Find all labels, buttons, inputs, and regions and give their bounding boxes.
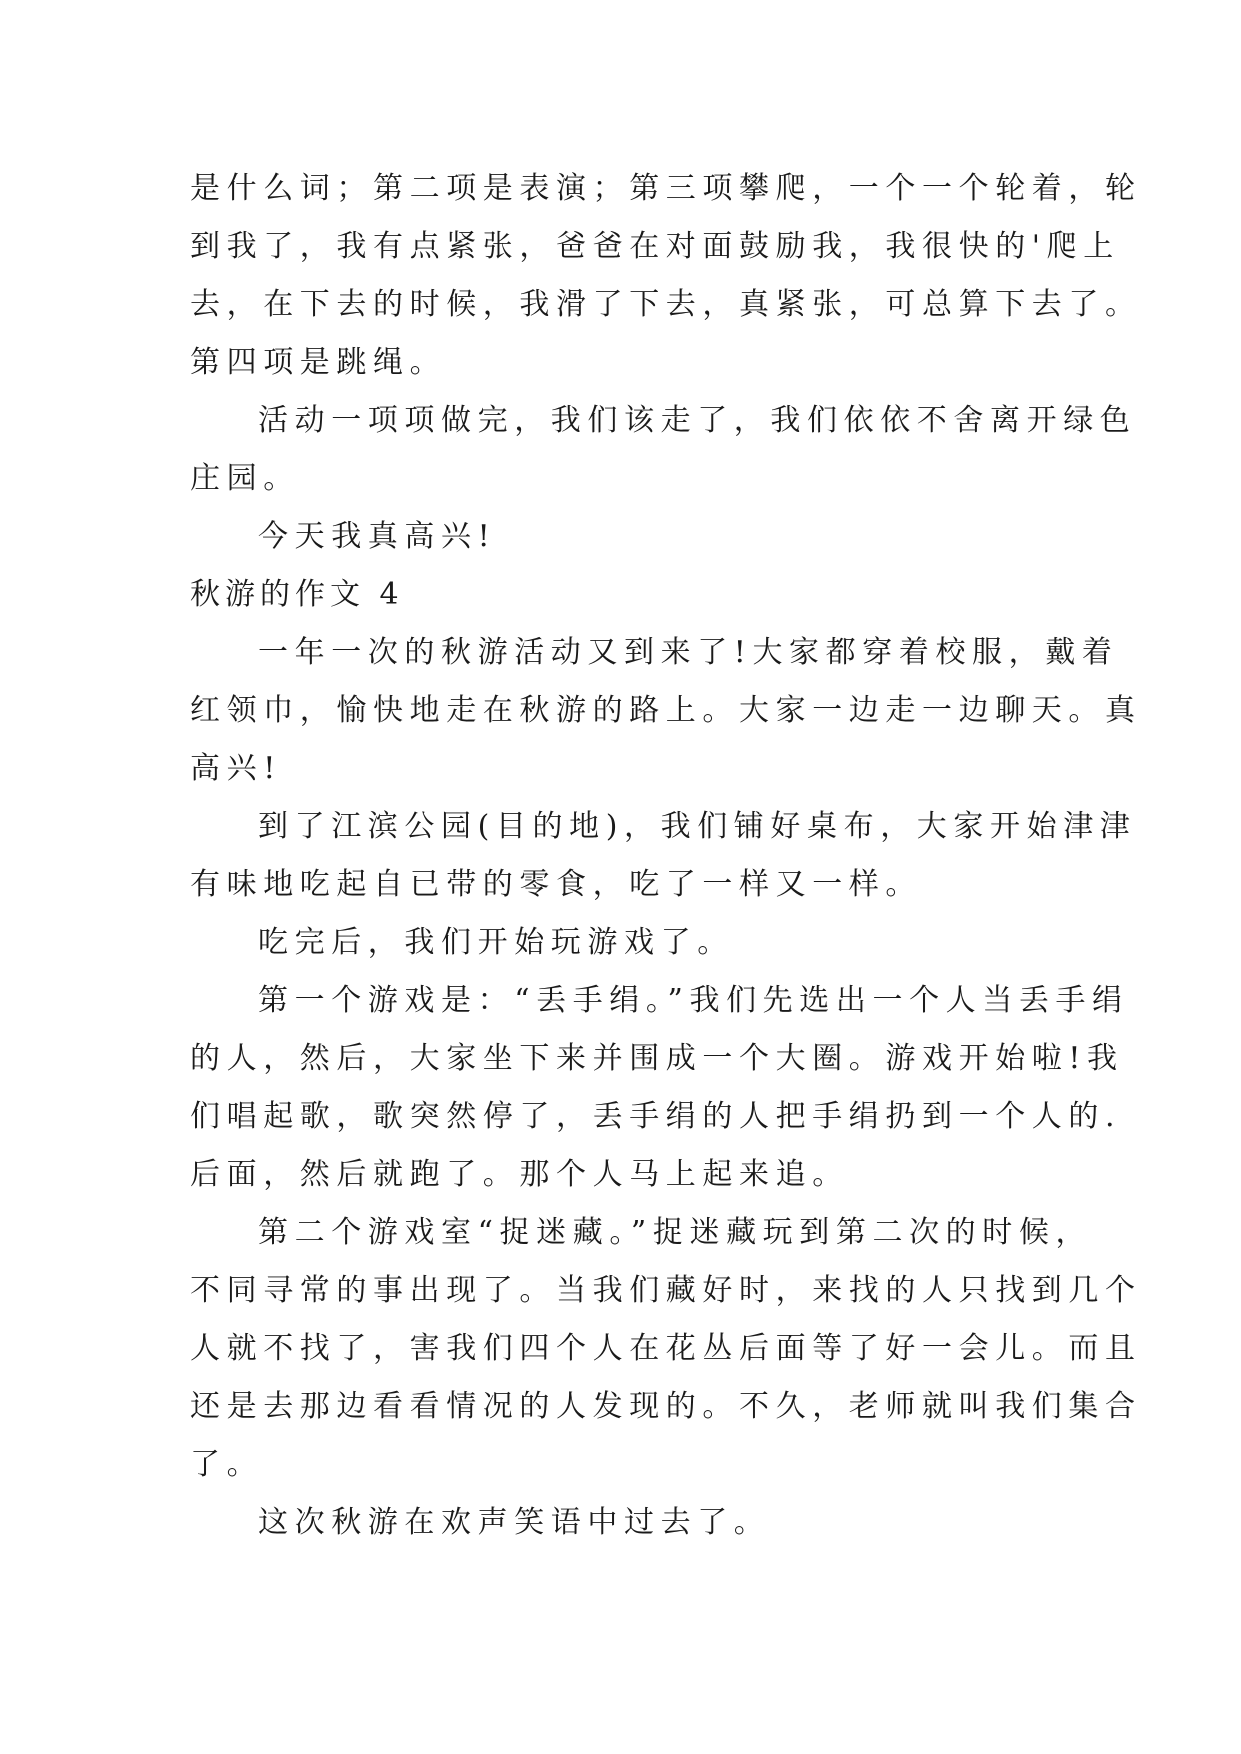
- text-line: 到我了，我有点紧张，爸爸在对面鼓励我，我很快的'爬上: [190, 229, 1120, 264]
- text-line: 后面，然后就跑了。那个人马上起来追。: [190, 1157, 849, 1192]
- text-line: 高兴!: [190, 751, 282, 786]
- paragraph-first-line: 到了江滨公园(目的地)，我们铺好桌布，大家开始津津: [258, 809, 1137, 844]
- text-line: 们唱起歌，歌突然停了，丢手绢的人把手绢扔到一个人的.: [190, 1099, 1122, 1134]
- paragraph-first-line: 今天我真高兴!: [258, 519, 497, 554]
- text-line: 了。: [190, 1447, 264, 1482]
- text-line: 第四项是跳绳。: [190, 345, 447, 380]
- text-line: 不同寻常的事出现了。当我们藏好时，来找的人只找到几个: [190, 1273, 1142, 1308]
- paragraph-first-line: 第一个游戏是：“丢手绢。”我们先选出一个人当丢手绢: [258, 983, 1129, 1018]
- text-line: 有味地吃起自已带的零食，吃了一样又一样。: [190, 867, 922, 902]
- text-line: 的人，然后，大家坐下来并围成一个大圈。游戏开始啦!我: [190, 1041, 1124, 1076]
- paragraph-first-line: 第二个游戏室“捉迷藏。”捉迷藏玩到第二次的时候，: [258, 1215, 1093, 1250]
- text-line: 去，在下去的时候，我滑了下去，真紧张，可总算下去了。: [190, 287, 1142, 322]
- paragraph-first-line: 吃完后，我们开始玩游戏了。: [258, 925, 734, 960]
- text-line: 人就不找了，害我们四个人在花丛后面等了好一会儿。而且: [190, 1331, 1142, 1366]
- text-line: 红领巾，愉快地走在秋游的路上。大家一边走一边聊天。真: [190, 693, 1142, 728]
- text-line: 是什么词；第二项是表演；第三项攀爬，一个一个轮着，轮: [190, 171, 1142, 206]
- document-body: [190, 160, 1142, 1552]
- section-heading: 秋游的作文 4: [190, 577, 404, 612]
- paragraph-first-line: 活动一项项做完，我们该走了，我们依依不舍离开绿色: [258, 403, 1137, 438]
- paragraph-first-line: 一年一次的秋游活动又到来了!大家都穿着校服，戴着: [258, 635, 1119, 670]
- paragraph-first-line: 这次秋游在欢声笑语中过去了。: [258, 1505, 771, 1540]
- text-line: 庄园。: [190, 461, 300, 496]
- text-line: 还是去那边看看情况的人发现的。不久，老师就叫我们集合: [190, 1389, 1142, 1424]
